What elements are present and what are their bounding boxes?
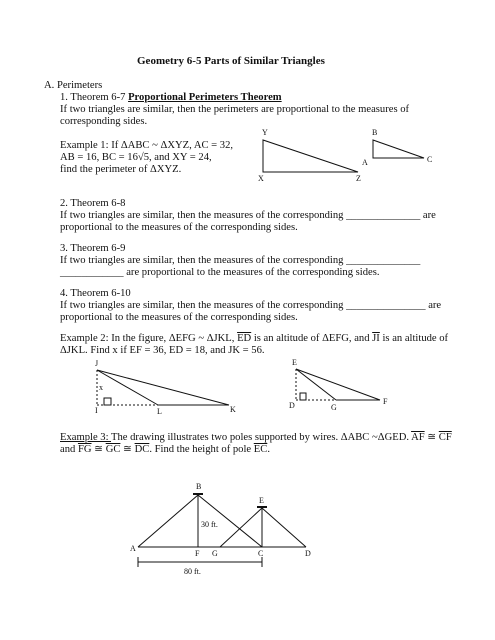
label-d: D (289, 401, 295, 410)
label-c: C (427, 155, 433, 164)
figure-triangle-abc (373, 140, 424, 158)
example-1-line-1: Example 1: If ΔABC ~ ΔXYZ, AC = 32, (60, 140, 234, 151)
label-a: A (362, 158, 368, 167)
congruent-sign-2: ≅ (91, 444, 106, 455)
example-3-and: and (60, 444, 78, 455)
segment-af: $\overline{AF}$ (411, 432, 425, 443)
segment-ji: $\overline{JI}$ (372, 333, 380, 344)
label-z: Z (356, 174, 361, 183)
example-1-line-2: AB = 16, BC = 16√5, and XY = 24, (60, 152, 212, 163)
page-title: Geometry 6-5 Parts of Similar Triangles (137, 55, 325, 67)
label-point-a: A (130, 544, 136, 553)
label-y: Y (262, 128, 268, 137)
segment-gc: $\overline{GC}$ (105, 444, 121, 455)
example-2-text-c: is an altitude of ΔEFG, and (251, 333, 373, 344)
label-j: J (95, 359, 99, 368)
congruent-sign-1: ≅ (424, 432, 439, 443)
segment-fg: $\overline{FG}$ (77, 444, 92, 455)
theorem-6-7-line-1: If two triangles are similar, then the perimeters are proportional to the measures of (60, 104, 410, 115)
label-b: B (372, 128, 378, 137)
label-point-f: F (195, 549, 200, 558)
segment-ec: $\overline{EC}$ (253, 444, 268, 455)
figure-triangle-xyz (263, 140, 358, 172)
theorem-6-7-name: Proportional Perimeters Theorem (128, 92, 282, 103)
label-point-g: G (212, 549, 218, 558)
label-l: L (157, 407, 162, 416)
theorem-6-8-heading: 2. Theorem 6-8 (60, 198, 126, 209)
theorem-6-9-line-2: ____________ are proportional to the measures of the corresponding sides. (60, 267, 380, 278)
segment-dc: $\overline{DC}$ (134, 444, 150, 455)
label-i: I (95, 406, 98, 415)
theorem-6-8-line-1: If two triangles are similar, then the measures of the corresponding ______________ are (60, 210, 436, 221)
theorem-6-7-line-2: corresponding sides. (60, 116, 148, 127)
theorem-6-9-line-1: If two triangles are similar, then the measures of the corresponding ______________ (60, 255, 421, 266)
label-point-d: D (305, 549, 311, 558)
theorem-6-10-line-1: If two triangles are similar, then the measures of the corresponding _______________ are (60, 300, 442, 311)
label-pole-b: B (196, 482, 202, 491)
theorem-6-9-heading: 3. Theorem 6-9 (60, 243, 126, 254)
example-2-text-a: Example 2: In the figure, ΔEFG ~ ΔJKL, (60, 333, 238, 344)
theorem-6-7-prefix: 1. Theorem 6-7 (60, 92, 129, 103)
label-pole-e: E (259, 496, 264, 505)
label-height-30ft: 30 ft. (201, 520, 218, 529)
label-x: X (258, 174, 264, 183)
label-k: K (230, 405, 236, 414)
example-2-text-e: is an altitude of (379, 333, 449, 344)
example-2-line-2: ΔJKL. Find x if EF = 36, ED = 18, and JK = 56. (60, 345, 265, 356)
label-x-altitude: x (99, 383, 103, 392)
segment-ed: $\overline{ED}$ (237, 333, 252, 344)
theorem-6-10-line-2: proportional to the measures of the corresponding sides. (60, 312, 298, 323)
label-e: E (292, 358, 297, 367)
label-g: G (331, 403, 337, 412)
figure-poles-wires (138, 494, 306, 567)
example-3-text: The drawing illustrates two poles supported by wires. ΔABC ~ΔGED. (111, 432, 412, 443)
figure-triangle-jkl (97, 370, 229, 405)
label-width-80ft: 80 ft. (184, 567, 201, 576)
segment-cf: $\overline{CF}$ (438, 432, 452, 443)
example-3-question: . Find the height of pole (149, 444, 254, 455)
example-1-line-3: find the perimeter of ΔXYZ. (60, 164, 182, 175)
congruent-sign-3: ≅ (120, 444, 135, 455)
example-3-period: . (267, 444, 270, 455)
theorem-6-10-heading: 4. Theorem 6-10 (60, 288, 131, 299)
example-3-label: Example 3: (60, 432, 111, 443)
figure-triangle-efg (296, 369, 380, 400)
label-f: F (383, 397, 388, 406)
label-point-c: C (258, 549, 264, 558)
theorem-6-8-line-2: proportional to the measures of the corresponding sides. (60, 222, 298, 233)
section-a-heading: A. Perimeters (44, 80, 103, 91)
